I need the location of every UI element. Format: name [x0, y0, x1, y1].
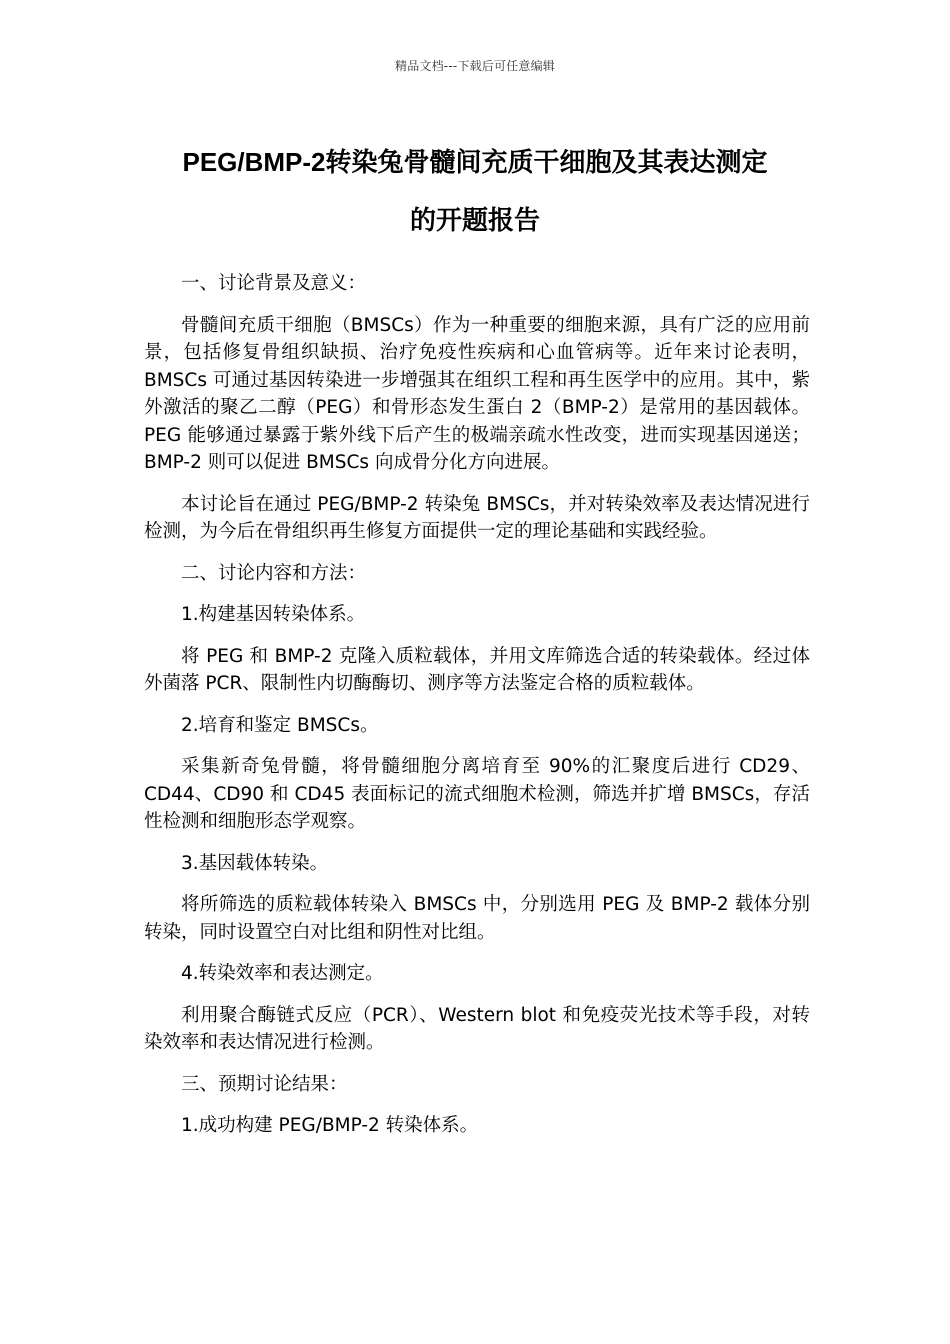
paragraph-method-2: 采集新奇兔骨髓，将骨髓细胞分离培育至 90%的汇聚度后进行 CD29、CD44、CD90 和 CD45 表面标记的流式细胞术检测，筛选并扩增 BMSCs，存活性检测和细胞形态学观察。	[144, 756, 810, 832]
subheading-1: 1.构建基因转染体系。	[181, 604, 366, 625]
section-heading-background: 一、讨论背景及意义：	[181, 273, 367, 294]
title-line-2: 的开题报告	[409, 205, 540, 235]
subheading-4: 4.转染效率和表达测定。	[181, 963, 384, 984]
result-item-1: 1.成功构建 PEG/BMP-2 转染体系。	[181, 1115, 479, 1136]
paragraph-method-4: 利用聚合酶链式反应（PCR）、Western blot 和免疫荧光技术等手段，对转染效率和表达情况进行检测。	[144, 1004, 810, 1053]
paragraph-background: 骨髓间充质干细胞（BMSCs）作为一种重要的细胞来源，具有广泛的应用前景，包括修复骨组织缺损、治疗免疫性疾病和心血管病等。近年来讨论表明，BMSCs 可通过基因转染进一步增强其在组织工程和再生医学中的应用。其中，紫外激活的聚乙二醇（PEG）和骨形态发生蛋白 2（BMP-2）是常用的基因载体。PEG 能够通过暴露于紫外线下后产生的极端亲疏水性改变，进而实现基因递送；BMP-2 则可以促进 BMSCs 向成骨分化方向进展。	[144, 314, 810, 473]
paragraph-method-1: 将 PEG 和 BMP-2 克隆入质粒载体，并用文库筛选合适的转染载体。经过体外菌落 PCR、限制性内切酶酶切、测序等方法鉴定合格的质粒载体。	[144, 645, 810, 694]
section-heading-methods: 二、讨论内容和方法：	[181, 562, 367, 584]
subheading-2: 2.培育和鉴定 BMSCs。	[181, 714, 379, 736]
document-body	[144, 270, 810, 1154]
header-note: 精品文档---下载后可任意编辑	[395, 59, 555, 73]
paragraph-purpose: 本讨论旨在通过 PEG/BMP-2 转染兔 BMSCs，并对转染效率及表达情况进行检测，为今后在骨组织再生修复方面提供一定的理论基础和实践经验。	[144, 493, 810, 542]
title-line-1: PEG/BMP-2转染兔骨髓间充质干细胞及其表达测定	[182, 147, 768, 177]
document-title	[130, 133, 820, 249]
paragraph-method-3: 将所筛选的质粒载体转染入 BMSCs 中，分别选用 PEG 及 BMP-2 载体分别转染，同时设置空白对比组和阴性对比组。	[144, 894, 810, 943]
section-heading-results: 三、预期讨论结果：	[181, 1073, 348, 1095]
subheading-3: 3.基因载体转染。	[181, 852, 329, 874]
